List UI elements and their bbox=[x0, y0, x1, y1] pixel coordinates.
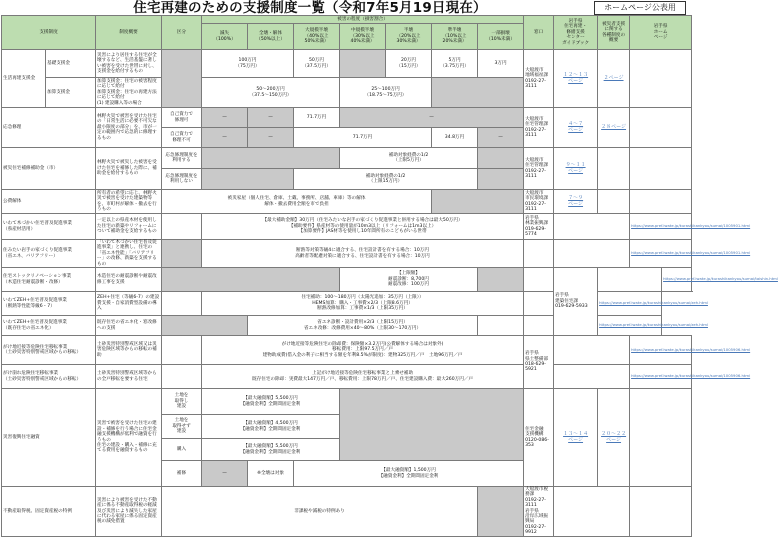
iwate-fund-url[interactable]: https://www.pref.iwate.jp/kurashikankyou/sumai/1005901.html bbox=[630, 214, 692, 240]
row-hosyu-overview: 林野火災で被災した被害を受けた住宅を補修した際に、補助金を給付するもの bbox=[96, 148, 162, 190]
col-d6: 準半壊 （10%以上 20%未満） bbox=[432, 24, 478, 50]
col-d5: 半壊 （20%以上 30%未満） bbox=[386, 24, 432, 50]
col-center: 岩手県 住宅再建・ 修繕支援 センター ガイドブック bbox=[554, 16, 598, 50]
kouhi-amt: 被災家屋（個人住宅、倉庫、土蔵、事務所、店舗、車庫）等の解体 解体・撤去費用全額を市で負担 bbox=[162, 190, 432, 214]
row-oukyuu-name: 応急修理 bbox=[2, 108, 96, 148]
oukyuu-sub2: 自己資力で 修理不可 bbox=[162, 128, 202, 148]
col-d2: 全壊・解体 （50%以上） bbox=[248, 24, 294, 50]
row-sumai-name: 住みたい岩手の家づくり促進事業 （省エネ、バリアフリー） bbox=[2, 240, 96, 268]
col-d7: 一部損壊 （10%未満） bbox=[478, 24, 524, 50]
row-seikatsu-overview1: 災害により居住する住宅が全壊するなど、生活基盤に著しい被害を受けた世帯に対し、支援金を給付するもの bbox=[96, 50, 162, 78]
row-sumai-overview: 「いわて木づかい住宅普及促進事業」と連携し、住宅の「省エネ性能」「バリアフリー」の改修、新築を支援するもの bbox=[96, 240, 162, 268]
chiiki1-amt: がけ地近接等危険住宅の除却費：保険額×3.2万円(公費解体する場合は対象外) 移転費用：上限97.5万円／戸 建物助成費(借入金の利子に相当する額を年利8.5%が限度)：建物325万円／戸 土地96万円／戸 bbox=[202, 336, 524, 365]
row-hosyu-name: 被災住宅補修補助金（市） bbox=[2, 148, 96, 190]
stock-amt: 【上限額】 耐震診断：8,700円 耐震改修：100万円 bbox=[340, 268, 478, 292]
row-zeh2-overview: 既存住宅の省エネ化・窓改修への支援 bbox=[96, 316, 162, 336]
zeh-window: 岩手県 建築住宅課 019-629-5933 bbox=[554, 268, 598, 336]
public-badge: ホームページ公表用 bbox=[594, 1, 686, 15]
fukkou-window: 住宅金融 支援機構 0120-086-353 bbox=[524, 389, 554, 487]
support-table: 支援制度 制度概要 区分 被害の程度（損害割合） 窓口 岩手県 住宅再建・ 修繕支援 センター ガイドブック 被災者支援 に関する 各種制度の 概要 岩手県 ホーム ページ 滅失 （100%） 全壊・解体 （50%以上） 大規模半壊 （40%以上 50%未満） 中規模半壊 （30%以上 40%未満） 半壊 （20%以上 30%未満） 準半壊 （10%以上 20%未満） 一部損壊 （10%未満） 生活再建支援金 基礎支援金 災害により居住する住宅が全壊するなど、生活基盤に著しい被害を受けた世帯に対し、支援金を給付するもの 100万円 （75万円） 50万円 （37.5万円） 20万円 （15万円） 5万円 （3.75万円） 3万円 大船渡市 地域福祉課 0192-27-3111 １２～１３ ページ ２ページ 加算支援金 加算支援金：住宅の被害程度に応じて給付 加算支援金：住宅の再建方法に応じて給付 (1) 建設購入等の場合 50〜200万円 （37.5〜150万円） 25〜100万円 （18.75〜75万円） 応急修理 林野火災で被害を受けた住宅の「日常生活に必要不可欠な最小限度の部分」を、市が一定の範囲内で応急的に修理するもの 自己資力で 修理可 — — 71.7万円 — 大船渡市 住宅管理課 0192-27-3111 ４～７ ページ ２８ページ 自己資力で 修理不可 — — 71.7万円 34.8万円 — 被災住宅補修補助金（市） 林野火災で被災した被害を受けた住宅を補修した際に、補助金を給付するもの 応急修理制度を 利用する 補助対象経費の1/2 （上限5万円） 大船渡市 住宅管理課 0192-27-3111 ９～１１ ページ 応急修理制度を 利用しない 補助対象経費の1/2 （上限15万円） 公費解体 所有者の希望に応じ、林野火災で被害を受けた建築物等を、市町村が解体・撤去を行うもの 被災家屋（個人住宅、倉庫、土蔵、事務所、店舗、車庫）等の解体 解体・撤去費用全額を市で負担 大船渡市 市民環境課 0192-27-3111 ７～９ ページ いわて木づかい住宅普及促進事業 （県産材活用） 一定以上の県産木材を使用した住宅の新築やリフォームについて補助金を支給するもの 【最大補助金額】30万円（住宅みたいな岩手の家づくり促進事業と併用する場合は最大50万円） 【補助要件】県産材等の使用量が10m3以上（リフォームは1m3以上） 【加算要件】JAS材等を使用し10年間所有のこどもがいる世帯 岩手県 林業振興課 019-629-5774 https://www.pref.iwate.jp/kurashikankyou/sumai/1005901.html 住みたい岩手の家づくり促進事業 （省エネ、バリアフリー） 「いわて木づかい住宅普及促進事業」と連携し、住宅の「省エネ性能」「バリアフリー」の改修、新築を支援するもの 断熱等対策等級4に適合する、住宅設計書を有する場合：10万円 高齢者等配慮対策に適合する、住宅設計書を有する場合：10万円 https://www.pref.iwate.jp/kurashikankyou/sumai/1005901.html 住宅ストックリノベーション事業 （木造住宅耐震診断・改修） 木造住宅の耐震診断や耐震改修工事を支援 【上限額】 耐震診断：8,700円 耐震改修：100万円 岩手県 建築住宅課 019-629-5933 https://www.pref.iwate.jp/kurashikankyou/sumai/taishin.html いわてZEH+住宅普及促進事業 （断熱等性能等級6・7） ZEH+住宅（等級6-7）の建設費支援・自家消費型設備の導入 住宅補助：100〜180万円（太陽光追加：35万円（上限）） HEMS加算：購入・工事費×2/3（上限8.6万円） 断熱改修加算：工事費×1/3（上限35万円） https://www.pref.iwate.jp/kurashikankyou/sumai/zeh.html いわてZEH+住宅普及促進事業 （既存住宅の省エネ化） 既存住宅の省エネ化・窓改修への支援 省エネ診断・設計費用×2/3（上限15万円） 省エネ改修：改修費用×40〜80%（上限30〜170万円） https://www.pref.iwate.jp/kurashikankyou/sumai/zeh.html がけ地近接等危険住宅移転事業 （土砂災害特別警戒区域からの移転） 土砂災害特別警戒区域又は災害危険区域等からの移転の補助 がけ地近接等危険住宅の除却費：保険額×3.2万円(公費解体する場合は対象外) 移転費用：上限97.5万円／戸 建物助成費(借入金の利子に相当する額を年利8.5%が限度)：建物325万円／戸 土地96万円／戸 岩手県 県土整備部 018-629-5921 https://www.pref.iwate.jp/kurashikankyou/sumai/1005906.html がけ崩れ危険住宅移転事業 （土砂災害特別警戒区域からの移転） 土砂災害特別警戒区域等からの全戸移転を要する住宅 上記がけ地近接等危険住宅移転事業と上乗せ補助 既存住宅の除却：実費最大147万円／戸、移転費用：上限78万円／戸、住宅建設購入費：最大260万円／戸 https://www.pref.iwate.jp/kurashikankyou/sumai/1005906.html 災害復興住宅融資 災害で被害を受けた住宅の建設・補修を行う場合に住宅金融支援機構が低利で融資を行うもの 住宅の建設・購入・補修に充てる費用を融資するもの 土地を 取得し 建設 【最大融資額】5,500万円 【融資金利】全期間固定金利 住宅金融 支援機構 0120-086-353 １３～１４ ページ ２０～２２ ページ 土地を 取得せず 建設 【最大融資額】4,500万円 【融資金利】全期間固定金利 購入 【最大融資額】5,500万円 【融資金利】全期間固定金利 補修 — ※全壊は対象 【最大融資額】1,500万円 【融資金利】全期間固定金利 不動産取得税、固定資産税の特例 災害により被害を受けた不動産に係る不動産取得税の軽減及び災害により滅失した家屋に代わる家屋に係る固定資産税の減免措置 非課税や減税の特例あり 大船渡市税務課 0192-27-3111 岩手県 沿岸広域振興局 0192-27-9912 bbox=[3, 16, 778, 536]
seikatsu-basic-d7: 3万円 bbox=[478, 50, 524, 78]
col-system: 支援制度 bbox=[2, 16, 96, 50]
zeh2-url[interactable]: https://www.pref.iwate.jp/kurashikankyou/sumai/zeh.html bbox=[598, 316, 662, 336]
hosyu-amt2: 補助対象経費の1/2 （上限15万円） bbox=[294, 169, 478, 190]
col-window: 窓口 bbox=[524, 16, 554, 50]
oukyuu-amt2: 71.7万円 bbox=[294, 128, 432, 148]
iwate-fund-amt: 【最大補助金額】30万円（住宅みたいな岩手の家づくり促進事業と併用する場合は最大50万円） 【補助要件】県産材等の使用量が10m3以上（リフォームは1m3以上） 【加算要件】JAS材等を使用し10年間所有のこどもがいる世帯 bbox=[202, 214, 524, 240]
row-chiiki2-name: がけ崩れ危険住宅移転事業 （土砂災害特別警戒区域からの移転） bbox=[2, 365, 96, 389]
sumai-url[interactable]: https://www.pref.iwate.jp/kurashikankyou/sumai/1005901.html bbox=[630, 240, 692, 268]
fukkou-center-link[interactable]: １３～１４ ページ bbox=[554, 389, 598, 487]
row-chiiki1-overview: 土砂災害特別警戒区域又は災害危険区域等からの移転の補助 bbox=[96, 336, 162, 365]
seikatsu-window: 大船渡市 地域福祉課 0192-27-3111 bbox=[524, 50, 554, 108]
row-chiiki2-overview: 土砂災害特別警戒区域等からの全戸移転を要する住宅 bbox=[96, 365, 162, 389]
row-kouhi-name: 公費解体 bbox=[2, 190, 96, 214]
row-chiiki1-name: がけ地近接等危険住宅移転事業 （土砂災害特別警戒区域からの移転） bbox=[2, 336, 96, 365]
fukkou-a4: 【最大融資額】1,500万円 【融資金利】全期間固定金利 bbox=[294, 461, 524, 487]
hosyu-center-link[interactable]: ９～１１ ページ bbox=[554, 148, 598, 190]
row-zeh2-name: いわてZEH+住宅普及促進事業 （既存住宅の省エネ化） bbox=[2, 316, 96, 336]
stock-url[interactable]: https://www.pref.iwate.jp/kurashikankyou/sumai/taishin.html bbox=[662, 268, 692, 292]
hosyu-window: 大船渡市 住宅管理課 0192-27-3111 bbox=[524, 148, 554, 190]
row-fudosan-name: 不動産取得税、固定資産税の特例 bbox=[2, 487, 96, 537]
fukkou-s2: 土地を 取得せず 建設 bbox=[162, 415, 202, 439]
hosyu-sub1: 応急修理制度を 利用する bbox=[162, 148, 202, 169]
col-pref: 岩手県 ホーム ページ bbox=[630, 16, 692, 50]
chiiki2-amt: 上記がけ地近接等危険住宅移転事業と上乗せ補助 既存住宅の除却：実費最大147万円／戸、移転費用：上限78万円／戸、住宅建設購入費：最大260万円／戸 bbox=[202, 365, 524, 389]
seikatsu-basic-d12: 100万円 （75万円） bbox=[202, 50, 294, 78]
hosyu-amt1: 補助対象経費の1/2 （上限5万円） bbox=[340, 148, 478, 169]
row-iwate-fund-overview: 一定以上の県産木材を使用した住宅の新築やリフォームについて補助金を支給するもの bbox=[96, 214, 162, 240]
zeh-url[interactable]: https://www.pref.iwate.jp/kurashikankyou/sumai/zeh.html bbox=[598, 292, 662, 316]
col-damage-group: 被害の程度（損害割合） bbox=[202, 16, 524, 24]
oukyuu-window: 大船渡市 住宅管理課 0192-27-3111 bbox=[524, 108, 554, 148]
oukyuu-amt3: 34.8万円 bbox=[432, 128, 478, 148]
seikatsu-basic-d5: 20万円 （15万円） bbox=[386, 50, 432, 78]
row-seikatsu-sub1: 基礎支援金 bbox=[46, 50, 96, 78]
col-d1: 滅失 （100%） bbox=[202, 24, 248, 50]
kouhi-center-link[interactable]: ７～９ ページ bbox=[554, 190, 598, 214]
seikatsu-add-d45: 25〜100万円 （18.75〜75万円） bbox=[340, 78, 432, 108]
col-kubun: 区分 bbox=[162, 16, 202, 50]
chiiki-window: 岩手県 県土整備部 018-629-5921 bbox=[524, 336, 554, 389]
seikatsu-add-d123: 50〜200万円 （37.5〜150万円） bbox=[202, 78, 340, 108]
row-iwate-fund-name: いわて木づかい住宅普及促進事業 （県産材活用） bbox=[2, 214, 96, 240]
fukkou-a1: 【最大融資額】5,500万円 【融資金利】全期間固定金利 bbox=[202, 389, 340, 415]
row-kouhi-overview: 所有者の希望に応じ、林野火災で被害を受けた建築物等を、市町村が解体・撤去を行うもの bbox=[96, 190, 162, 214]
zeh-amt: 住宅補助：100〜180万円（太陽光追加：35万円（上限）） HEMS加算：購入・工事費×2/3（上限8.6万円） 断熱改修加算：工事費×1/3（上限35万円） bbox=[202, 292, 524, 316]
col-overview: 制度概要 bbox=[96, 16, 162, 50]
col-d3: 大規模半壊 （40%以上 50%未満） bbox=[294, 24, 340, 50]
col-d4: 中規模半壊 （30%以上 40%未満） bbox=[340, 24, 386, 50]
fukkou-a3: 【最大融資額】5,500万円 【融資金利】全期間固定金利 bbox=[202, 439, 340, 461]
row-zeh-name: いわてZEH+住宅普及促進事業 （断熱等性能等級6・7） bbox=[2, 292, 96, 316]
row-seikatsu-name: 生活再建支援金 bbox=[2, 50, 46, 108]
fukkou-s1: 土地を 取得し 建設 bbox=[162, 389, 202, 415]
hosyu-sub2: 応急修理制度を 利用しない bbox=[162, 169, 202, 190]
fukkou-s3: 購入 bbox=[162, 439, 202, 461]
page-title: 住宅再建のための支援制度一覧（令和7年5月19日現在） bbox=[133, 0, 487, 16]
sumai-amt: 断熱等対策等級4に適合する、住宅設計書を有する場合：10万円 高齢者等配慮対策に適合する、住宅設計書を有する場合：10万円 bbox=[202, 240, 524, 268]
oukyuu-sub1: 自己資力で 修理可 bbox=[162, 108, 202, 128]
fukkou-s4: 補修 bbox=[162, 461, 202, 487]
seikatsu-guide-link[interactable]: ２ページ bbox=[598, 50, 630, 108]
fukkou-note: ※全壊は対象 bbox=[248, 461, 294, 487]
fudosan-amt: 非課税や減税の特例あり bbox=[162, 487, 478, 537]
row-stock-name: 住宅ストックリノベーション事業 （木造住宅耐震診断・改修） bbox=[2, 268, 96, 292]
oukyuu-guide-link[interactable]: ２８ページ bbox=[598, 108, 630, 148]
fukkou-a2: 【最大融資額】4,500万円 【融資金利】全期間固定金利 bbox=[202, 415, 340, 439]
row-stock-overview: 木造住宅の耐震診断や耐震改修工事を支援 bbox=[96, 268, 162, 292]
iwate-fund-window: 岩手県 林業振興課 019-629-5774 bbox=[524, 214, 554, 240]
chiiki2-url[interactable]: https://www.pref.iwate.jp/kurashikankyou/sumai/1005906.html bbox=[630, 365, 692, 389]
fukkou-guide-link[interactable]: ２０～２２ ページ bbox=[598, 389, 630, 487]
seikatsu-basic-d3: 50万円 （37.5万円） bbox=[294, 50, 340, 78]
fudosan-window: 大船渡市税務課 0192-27-3111 岩手県 沿岸広域振興局 0192-27-9912 bbox=[524, 487, 554, 537]
oukyuu-center-link[interactable]: ４～７ ページ bbox=[554, 108, 598, 148]
kouhi-window: 大船渡市 市民環境課 0192-27-3111 bbox=[524, 190, 554, 214]
row-fudosan-overview: 災害により被害を受けた不動産に係る不動産取得税の軽減及び災害により滅失した家屋に代わる家屋に係る固定資産税の減免措置 bbox=[96, 487, 162, 537]
row-fukkou-name: 災害復興住宅融資 bbox=[2, 389, 96, 487]
row-zeh-overview: ZEH+住宅（等級6-7）の建設費支援・自家消費型設備の導入 bbox=[96, 292, 162, 316]
chiiki1-url[interactable]: https://www.pref.iwate.jp/kurashikankyou/sumai/1005906.html bbox=[630, 336, 692, 365]
oukyuu-amt1: 71.7万円 bbox=[294, 108, 340, 128]
row-seikatsu-overview2: 加算支援金：住宅の被害程度に応じて給付 加算支援金：住宅の再建方法に応じて給付 (1) 建設購入等の場合 bbox=[96, 78, 162, 108]
seikatsu-center-link[interactable]: １２～１３ ページ bbox=[554, 50, 598, 108]
seikatsu-basic-d6: 5万円 （3.75万円） bbox=[432, 50, 478, 78]
row-fukkou-overview: 災害で被害を受けた住宅の建設・補修を行う場合に住宅金融支援機構が低利で融資を行うもの 住宅の建設・購入・補修に充てる費用を融資するもの bbox=[96, 389, 162, 487]
zeh2-amt: 省エネ診断・設計費用×2/3（上限15万円） 省エネ改修：改修費用×40〜80%（上限30〜170万円） bbox=[248, 316, 478, 336]
row-oukyuu-overview: 林野火災で被害を受けた住宅の「日常生活に必要不可欠な最小限度の部分」を、市が一定の範囲内で応急的に修理するもの bbox=[96, 108, 162, 148]
row-seikatsu-sub2: 加算支援金 bbox=[46, 78, 96, 108]
col-guide: 被災者支援 に関する 各種制度の 概要 bbox=[598, 16, 630, 50]
